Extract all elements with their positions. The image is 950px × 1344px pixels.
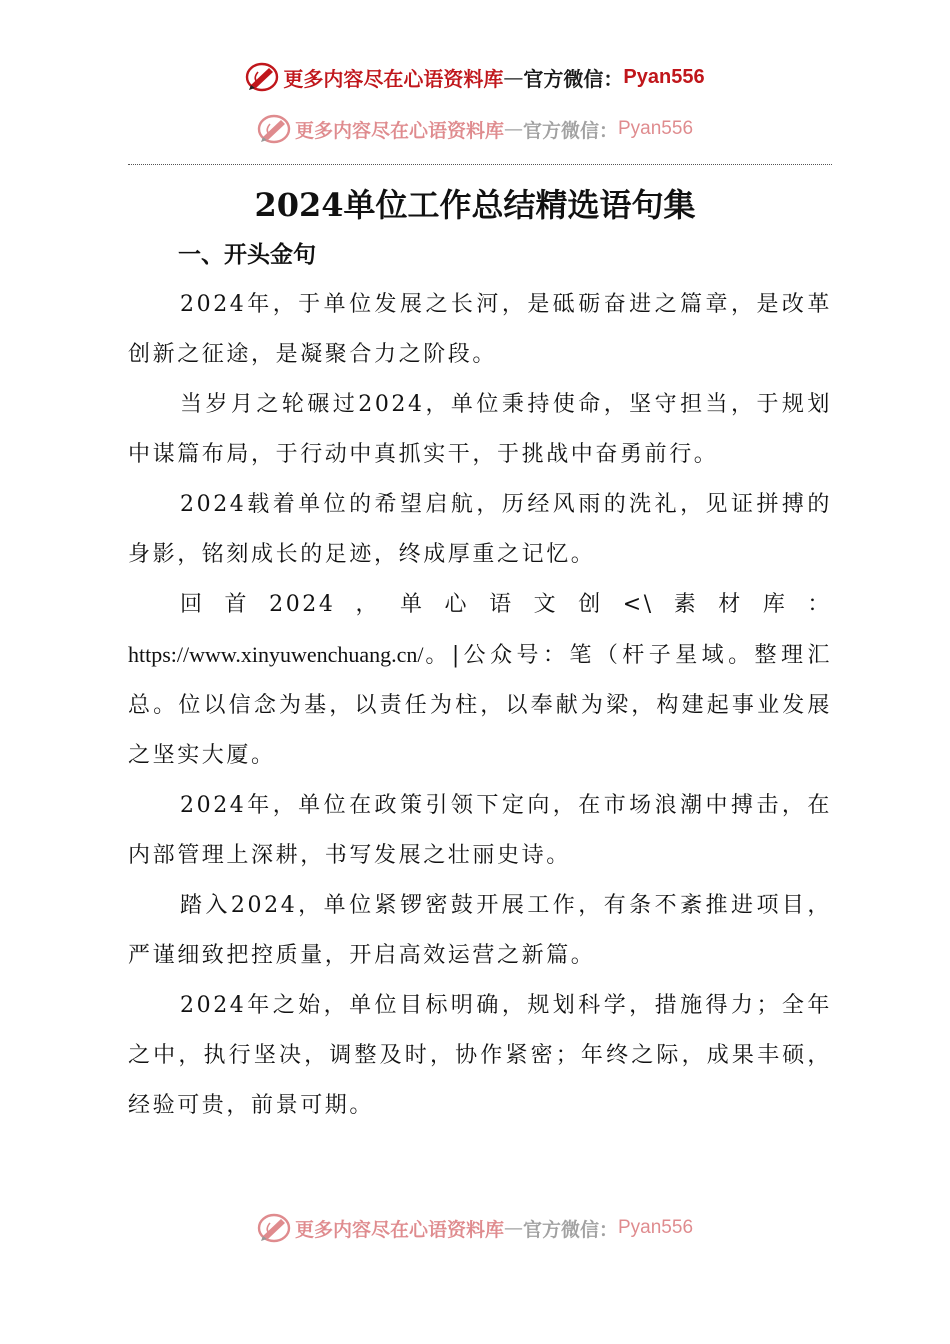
footer-banner xyxy=(0,1213,950,1243)
section-heading: 一、开头金句 xyxy=(178,241,316,268)
header-banner xyxy=(0,62,950,92)
banner-wechat-id: Pyan556 xyxy=(618,118,694,139)
pen-nib-logo-icon xyxy=(257,114,291,144)
paragraph: 2024载着单位的希望启航，历经风雨的洗礼，见证拼搏的身影，铭刻成长的足迹，终成厚重之记忆。 xyxy=(128,492,832,567)
document-title: 2024单位工作总结精选语句集 xyxy=(254,186,696,224)
banner-wechat-id: Pyan556 xyxy=(623,65,705,88)
banner-dash: — xyxy=(503,1217,523,1239)
paragraph: 2024年之始，单位目标明确，规划科学，措施得力；全年之中，执行坚决，调整及时，协作紧密；年终之际，成果丰硕，经验可贵，前景可期。 xyxy=(128,993,832,1118)
paragraph-text: 。|公众号：笔（杆子星域。整理汇总。位以信念为基，以责任为柱，以奉献为梁，构建起事业发展之坚实大厦。 xyxy=(128,643,832,768)
url-text: https://www.xinyuwenchuang.cn/ xyxy=(128,642,424,667)
document-body xyxy=(128,280,832,1131)
paragraph: 2024年，于单位发展之长河，是砥砺奋进之篇章，是改革创新之征途，是凝聚合力之阶段。 xyxy=(128,292,832,367)
banner-site-text: 更多内容尽在心语资料库 xyxy=(294,119,504,142)
paragraph: 踏入2024，单位紧锣密鼓开展工作，有条不紊推进项目，严谨细致把控质量，开启高效运营之新篇。 xyxy=(128,893,832,968)
banner-site-text: 更多内容尽在心语资料库 xyxy=(294,1218,504,1241)
banner-official-text: 官方微信： xyxy=(523,66,624,91)
banner-site-text: 更多内容尽在心语资料库 xyxy=(283,66,504,91)
banner-dash: — xyxy=(503,118,523,140)
watermark-banner-top xyxy=(0,114,950,144)
banner-dash: — xyxy=(503,65,524,89)
banner-official-text: 官方微信： xyxy=(522,119,618,142)
banner-wechat-id: Pyan556 xyxy=(618,1217,694,1238)
header-divider xyxy=(128,164,832,165)
pen-nib-logo-icon xyxy=(257,1213,291,1243)
paragraph: 当岁月之轮碾过2024，单位秉持使命，坚守担当，于规划中谋篇布局，于行动中真抓实干，于挑战中奋勇前行。 xyxy=(128,392,832,467)
paragraph: 2024年，单位在政策引领下定向，在市场浪潮中搏击，在内部管理上深耕，书写发展之壮丽史诗。 xyxy=(128,793,832,868)
paragraph-with-url xyxy=(128,580,832,781)
paragraph-text: 回首2024，单心语文创<\素材库： xyxy=(180,592,832,617)
banner-official-text: 官方微信： xyxy=(522,1218,618,1241)
pen-nib-logo-icon xyxy=(245,62,279,92)
